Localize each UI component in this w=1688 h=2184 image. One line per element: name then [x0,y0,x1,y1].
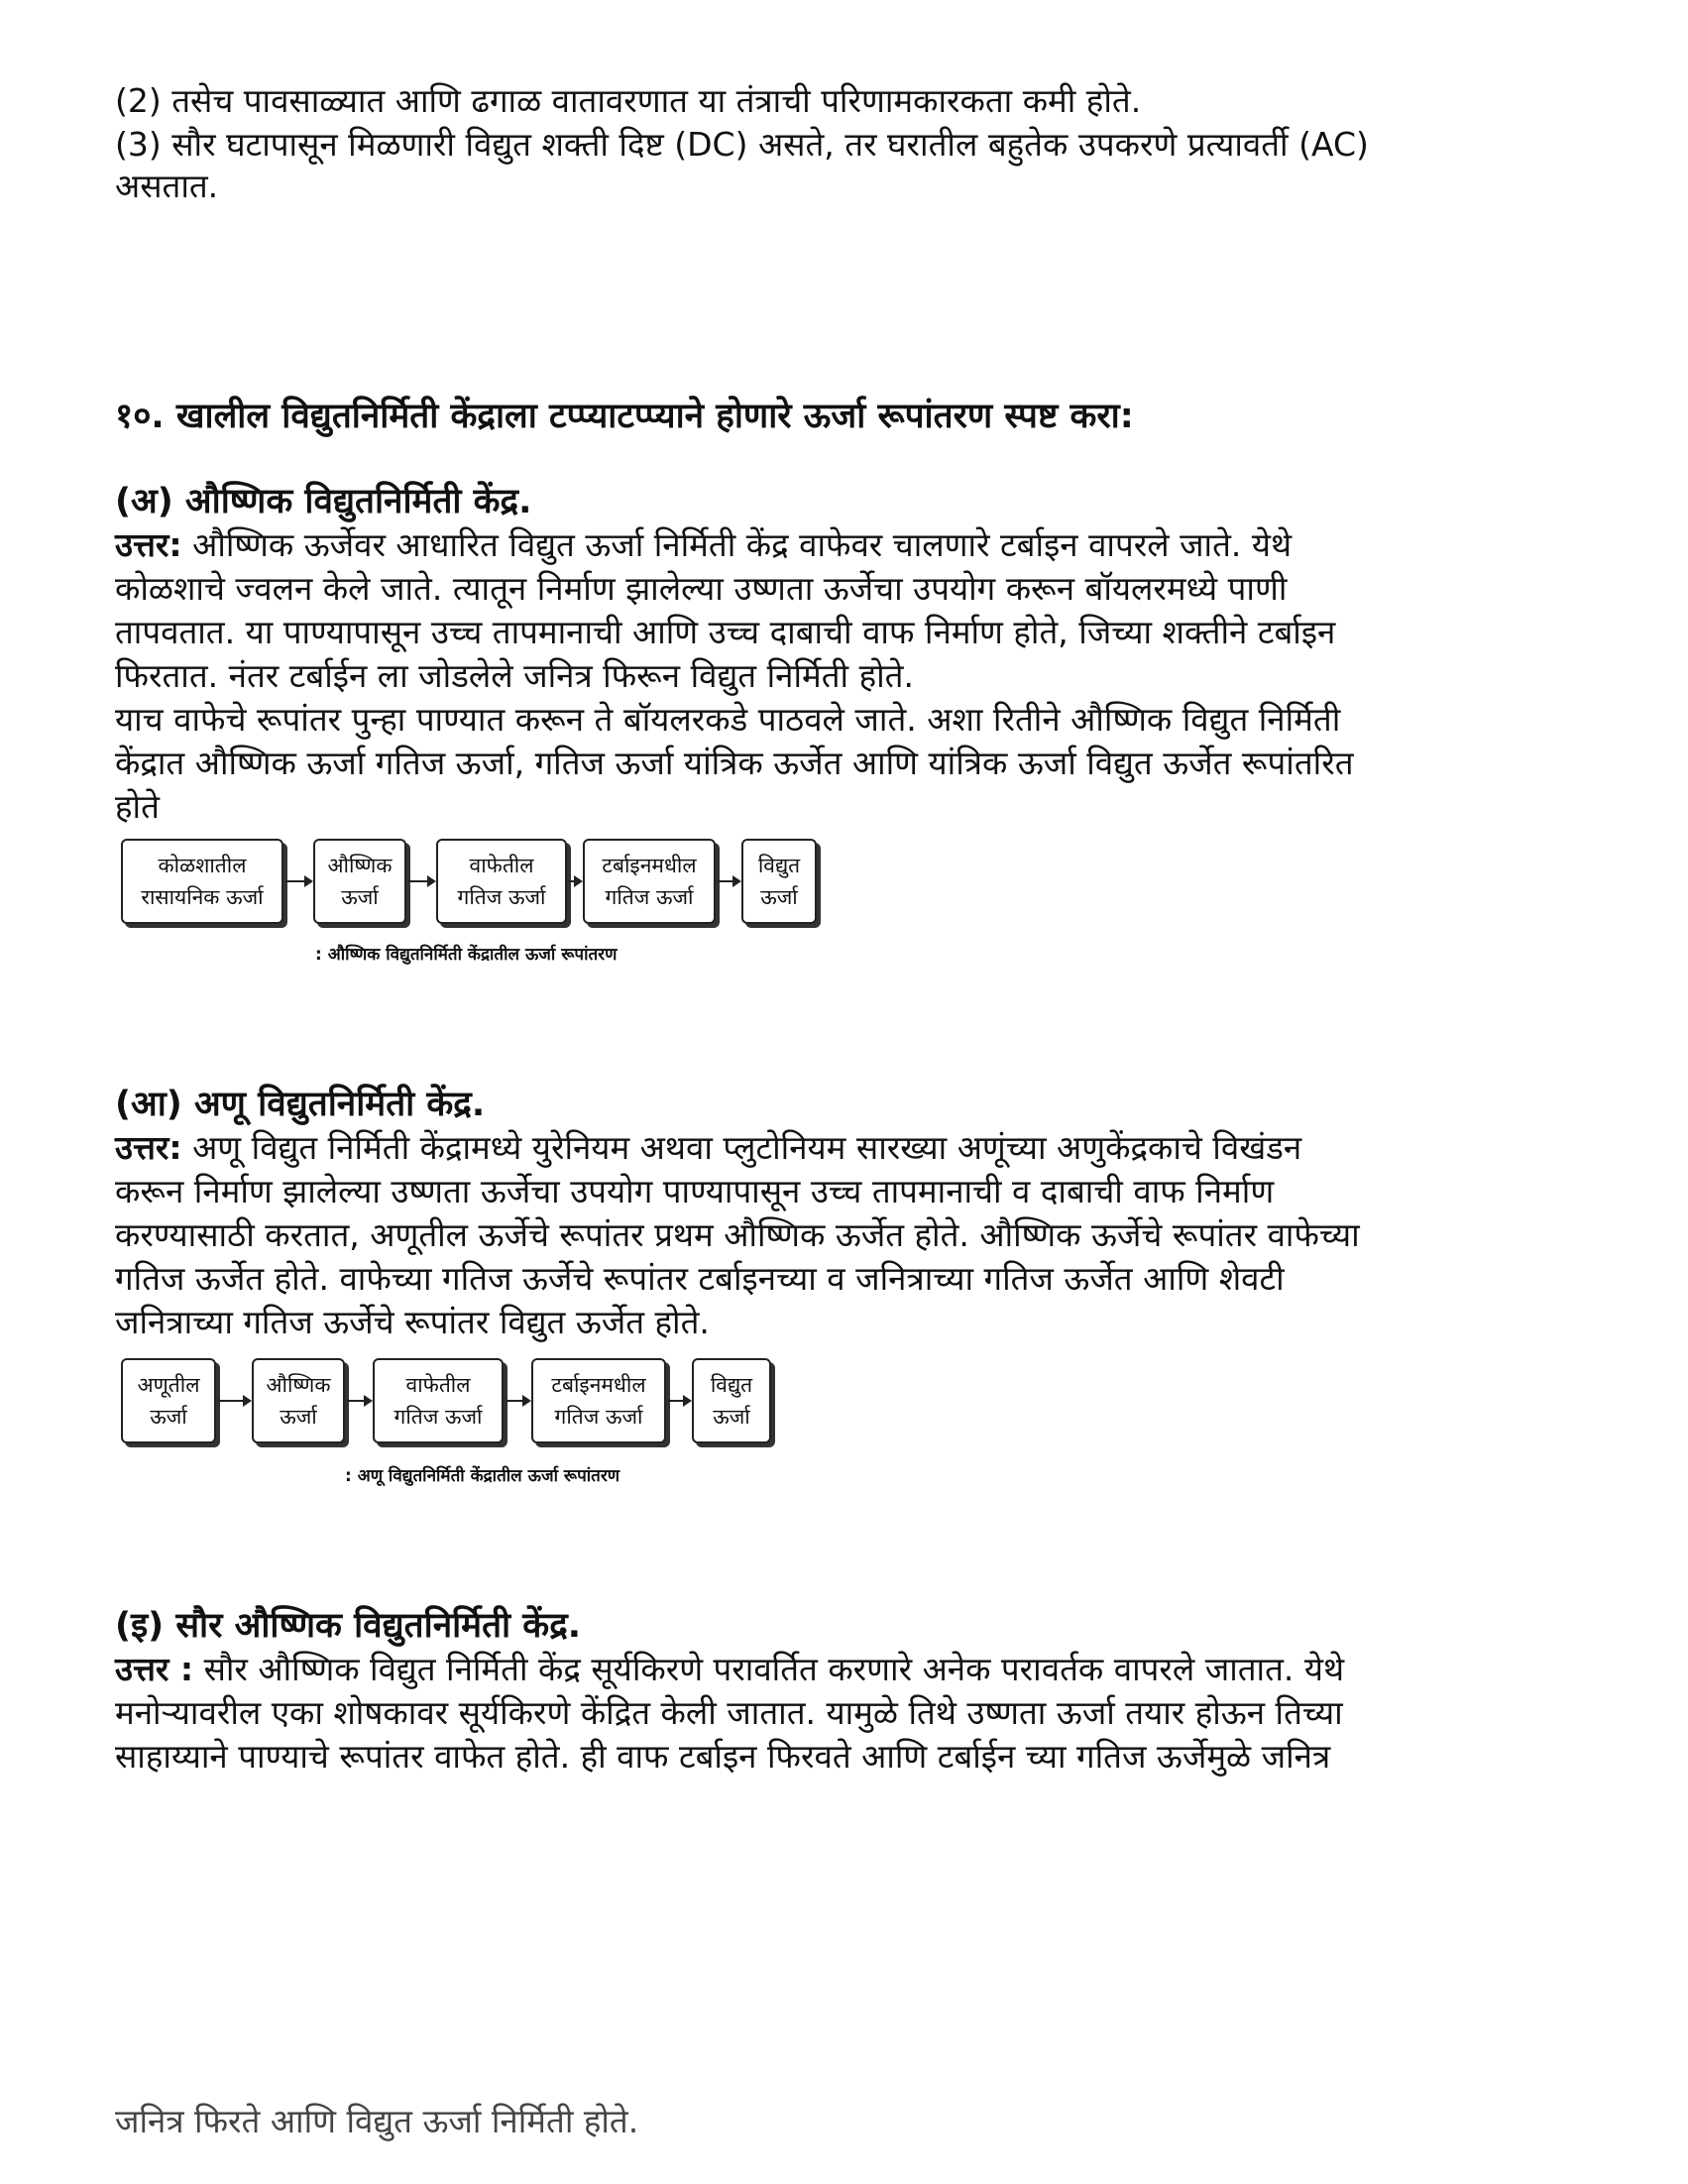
text-line: गतिज ऊर्जेत होते. वाफेच्या गतिज ऊर्जेचे रूपांतर टर्बाइनच्या व जनित्राच्या गतिज ऊर्जेत आणि शेवटी [115,1259,1285,1298]
flow-box-line: गतिज ऊर्जा [394,1405,483,1429]
arrow-icon [668,1400,690,1402]
flow-box-line: वाफेतील [469,854,534,877]
flow-box-line: टर्बाइनमधील [551,1373,646,1397]
flow-box-line: कोळशातील [158,854,247,877]
text-line: केंद्रात औष्णिक ऊर्जा गतिज ऊर्जा, गतिज ऊर्जा यांत्रिक ऊर्जेत आणि यांत्रिक ऊर्जा विद्युत ऊर्जेत रूपांतरित [115,744,1354,782]
text-line: (3) सौर घटापासून मिळणारी विद्युत शक्ती दिष्ट (DC) असते, तर घरातील बहुतेक उपकरणे प्रत्यावर्ती (AC) [115,125,1369,164]
flow-box-line: ऊर्जा [760,885,798,909]
flow-box [121,1358,216,1443]
answer-line [115,523,1292,567]
flow-box-line: ऊर्जा [713,1405,750,1429]
text-line: (2) तसेच पावसाळ्यात आणि ढगाळ वातावरणात या तंत्राची परिणामकारकता कमी होते. [115,81,1142,120]
answer-text: अणू विद्युत निर्मिती केंद्रामध्ये युरेनियम अथवा प्लुटोनियम सारख्या अणूंच्या अणुकेंद्रकाचे विखंडन [181,1128,1302,1167]
diagram-caption: : अणू विद्युतनिर्मिती केंद्रातील ऊर्जा रूपांतरण [345,1466,620,1486]
text-line: तापवतात. या पाण्यापासून उच्च तापमानाची आणि उच्च दाबाची वाफ निर्माण होते, जिच्या शक्तीने टर्बाइन [115,613,1336,651]
flow-box-line: ऊर्जा [280,1405,317,1429]
answer-label: उत्तर : [115,1650,194,1688]
arrow-icon [506,1400,529,1402]
section-heading-i: (इ) सौर औष्णिक विद्युतनिर्मिती केंद्र. [115,1606,582,1646]
flow-box-line: विद्युत [710,1373,753,1397]
answer-line [115,1126,1301,1170]
flow-box [121,839,283,924]
arrow-icon [408,880,434,882]
question-heading: १०. खालील विद्युतनिर्मिती केंद्राला टप्प्याटप्प्याने होणारे ऊर्जा रूपांतरण स्पष्ट करा: [115,397,1134,436]
text-line: असतात. [115,167,219,205]
flow-box [741,839,817,924]
text-line: होते [115,787,160,826]
text-line: साहाय्याने पाण्याचे रूपांतर वाफेत होते. ही वाफ टर्बाइन फिरवते आणि टर्बाईन च्या गतिज ऊर्जेमुळे जनित्र [115,1737,1331,1776]
flow-box-line: गतिज ऊर्जा [554,1405,643,1429]
answer-label: उत्तर: [115,1128,182,1167]
section-heading-aa: (आ) अणू विद्युतनिर्मिती केंद्र. [115,1085,486,1124]
flow-box [436,839,567,924]
flow-box [252,1358,345,1443]
flow-box-line: ऊर्जा [341,885,379,909]
cut-off-text-line: जनित्र फिरते आणि विद्युत ऊर्जा निर्मिती होते. [115,2102,639,2140]
flow-box [583,839,716,924]
text-line: याच वाफेचे रूपांतर पुन्हा पाण्यात करून ते बॉयलरकडे पाठवले जाते. अशा रितीने औष्णिक विद्युत निर्मिती [115,700,1341,739]
flow-box-line: विद्युत [757,854,801,877]
text-line: फिरतात. नंतर टर्बाईन ला जोडलेले जनित्र फिरून विद्युत निर्मिती होते. [115,656,914,695]
arrow-icon [347,1400,371,1402]
answer-text: औष्णिक ऊर्जेवर आधारित विद्युत ऊर्जा निर्मिती केंद्र वाफेवर चालणारे टर्बाइन वापरले जाते. येथे [181,525,1293,564]
flow-box [692,1358,771,1443]
flow-box-line: गतिज ऊर्जा [605,885,694,909]
text-line: करून निर्माण झालेल्या उष्णता ऊर्जेचा उपयोग पाण्यापासून उच्च तापमानाची व दाबाची वाफ निर्माण [115,1172,1275,1210]
section-heading-a: (अ) औष्णिक विद्युतनिर्मिती केंद्र. [115,482,532,521]
flow-box-line: औष्णिक [327,854,393,877]
flow-box-line: ऊर्जा [150,1405,187,1429]
answer-label: उत्तर: [115,525,182,564]
answer-line [115,1648,1344,1691]
flow-box-line: अणूतील [137,1373,200,1397]
flow-box [313,839,406,924]
text-line: कोळशाचे ज्वलन केले जाते. त्यातून निर्माण झालेल्या उष्णता ऊर्जेचा उपयोग करून बॉयलरमध्ये पाणी [115,569,1288,608]
diagram-caption: : औष्णिक विद्युतनिर्मिती केंद्रातील ऊर्जा रूपांतरण [315,945,618,965]
arrow-icon [218,1400,250,1402]
flow-box [531,1358,666,1443]
flow-box-line: टर्बाइनमधील [602,854,697,877]
flow-box-line: रासायनिक ऊर्जा [141,885,264,909]
flow-box-line: वाफेतील [405,1373,471,1397]
arrow-icon [718,880,739,882]
text-line: जनित्राच्या गतिज ऊर्जेचे रूपांतर विद्युत ऊर्जेत होते. [115,1303,710,1341]
flow-box-line: औष्णिक [266,1373,331,1397]
arrow-icon [569,880,581,882]
text-line: मनोऱ्यावरील एका शोषकावर सूर्यकिरणे केंद्रित केली जातात. यामुळे तिथे उष्णता ऊर्जा तयार होऊन तिच्या [115,1693,1343,1732]
arrow-icon [285,880,311,882]
flow-box [373,1358,504,1443]
flow-box-line: गतिज ऊर्जा [457,885,546,909]
text-line: करण्यासाठी करतात, अणूतील ऊर्जेचे रूपांतर प्रथम औष्णिक ऊर्जेत होते. औष्णिक ऊर्जेचे रूपांतर वाफेच्या [115,1215,1360,1254]
answer-text: सौर औष्णिक विद्युत निर्मिती केंद्र सूर्यकिरणे परावर्तित करणारे अनेक परावर्तक वापरले जातात. येथे [193,1650,1345,1688]
